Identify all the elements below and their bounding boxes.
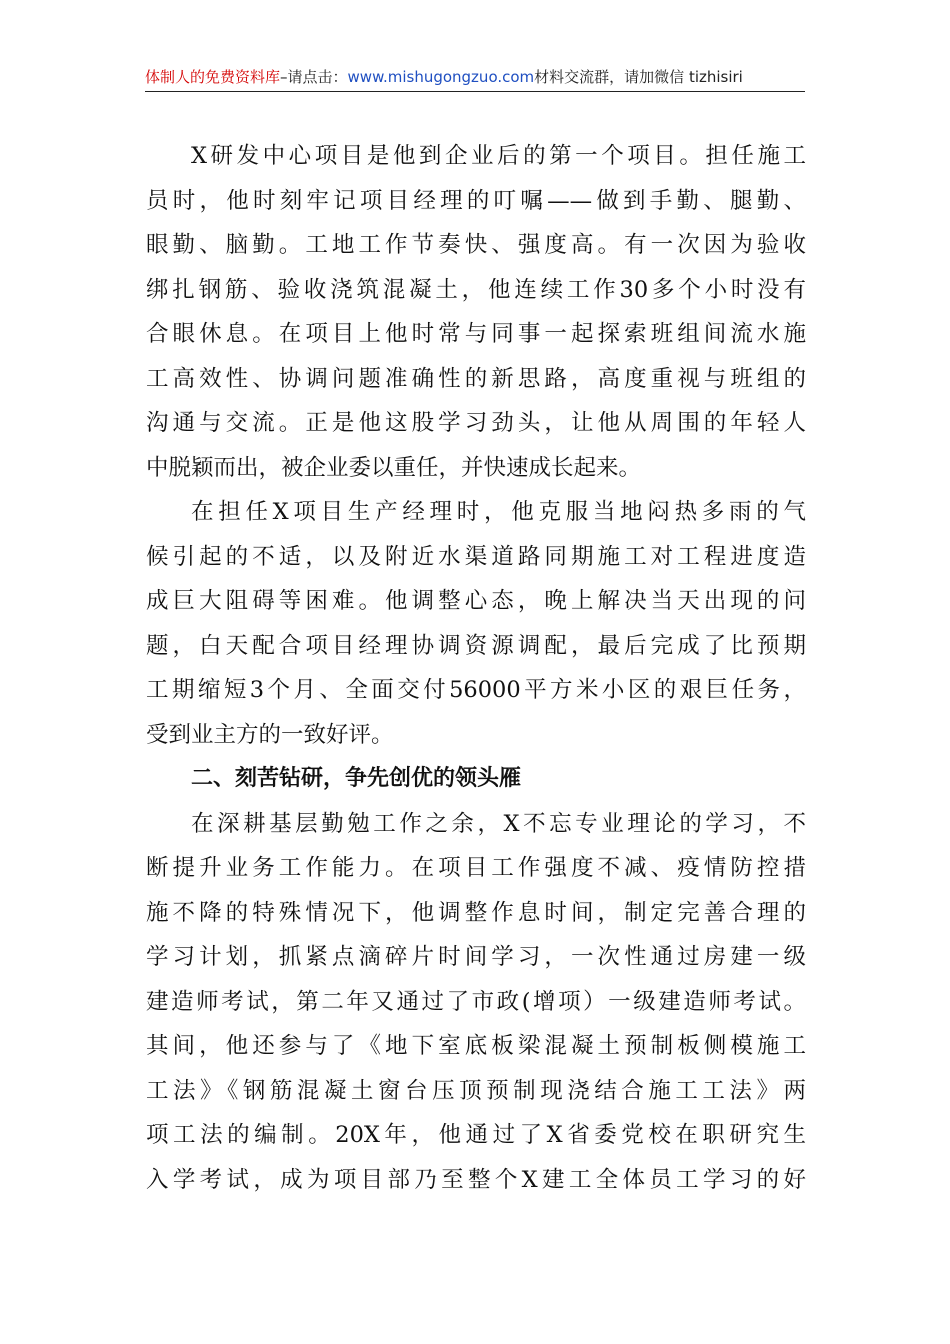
paragraph-1 [146,134,806,490]
paragraph-3 [146,802,806,1203]
paragraph-line: X研发中心项目是他到企业后的第一个项目。担任施工 [191,143,806,169]
paragraph-line: 施不降的特殊情况下，他调整作息时间，制定完善合理的 [146,899,806,926]
paragraph-line: 项工法的编制。20X年，他通过了X省委党校在职研究生 [146,1122,806,1148]
section-heading: 二、刻苦钻研，争先创优的领头雁 [191,766,522,791]
header-url-link[interactable]: www.mishugongzuo.com [347,68,535,86]
paragraph-line: 绑扎钢筋、验收浇筑混凝土，他连续工作30多个小时没有 [146,276,806,303]
page-header [145,66,805,92]
paragraph-line: 候引起的不适，以及附近水渠道路同期施工对工程进度造 [146,543,806,570]
header-click-prompt: –请点击： [280,68,348,86]
paragraph-line: 员时，他时刻牢记项目经理的叮嘱——做到手勤、腿勤、 [146,187,806,214]
paragraph-line: 在担任X项目生产经理时，他克服当地闷热多雨的气 [191,499,806,525]
header-site-name: 体制人的免费资料库 [145,68,281,86]
paragraph-line: 断提升业务工作能力。在项目工作强度不减、疫情防控措 [146,855,806,881]
paragraph-line: 眼勤、脑勤。工地工作节奏快、强度高。有一次因为验收 [146,232,806,258]
paragraph-line: 其间，他还参与了《地下室底板梁混凝土预制板侧模施工 [146,1033,806,1059]
paragraph-line: 入学考试，成为项目部乃至整个X建工全体员工学习的好 [146,1166,806,1193]
paragraph-line: 工高效性、协调问题准确性的新思路，高度重视与班组的 [146,365,806,392]
paragraph-line: 受到业主方的一致好评。 [146,721,394,748]
paragraph-2 [146,490,806,757]
paragraph-line: 建造师考试，第二年又通过了市政(增项）一级建造师考试。 [146,988,806,1015]
paragraph-line: 在深耕基层勤勉工作之余，X不忘专业理论的学习，不 [191,810,806,837]
paragraph-line: 工法》《钢筋混凝土窗台压顶预制现浇结合施工工法》两 [146,1077,806,1104]
paragraph-line: 学习计划，抓紧点滴碎片时间学习，一次性通过房建一级 [146,944,806,970]
document-body [146,134,806,1202]
paragraph-line: 沟通与交流。正是他这股学习劲头，让他从周围的年轻人 [146,410,806,436]
paragraph-line: 工期缩短3个月、全面交付56000平方米小区的艰巨任务， [146,677,806,703]
header-contact-text: 材料交流群，请加微信 tizhisiri [534,68,743,86]
paragraph-line: 题，白天配合项目经理协调资源调配，最后完成了比预期 [146,632,806,659]
paragraph-line: 合眼休息。在项目上他时常与同事一起探索班组间流水施 [146,321,806,347]
paragraph-line: 成巨大阻碍等困难。他调整心态，晚上解决当天出现的问 [146,588,806,614]
paragraph-line: 中脱颖而出，被企业委以重任，并快速成长起来。 [146,454,642,481]
